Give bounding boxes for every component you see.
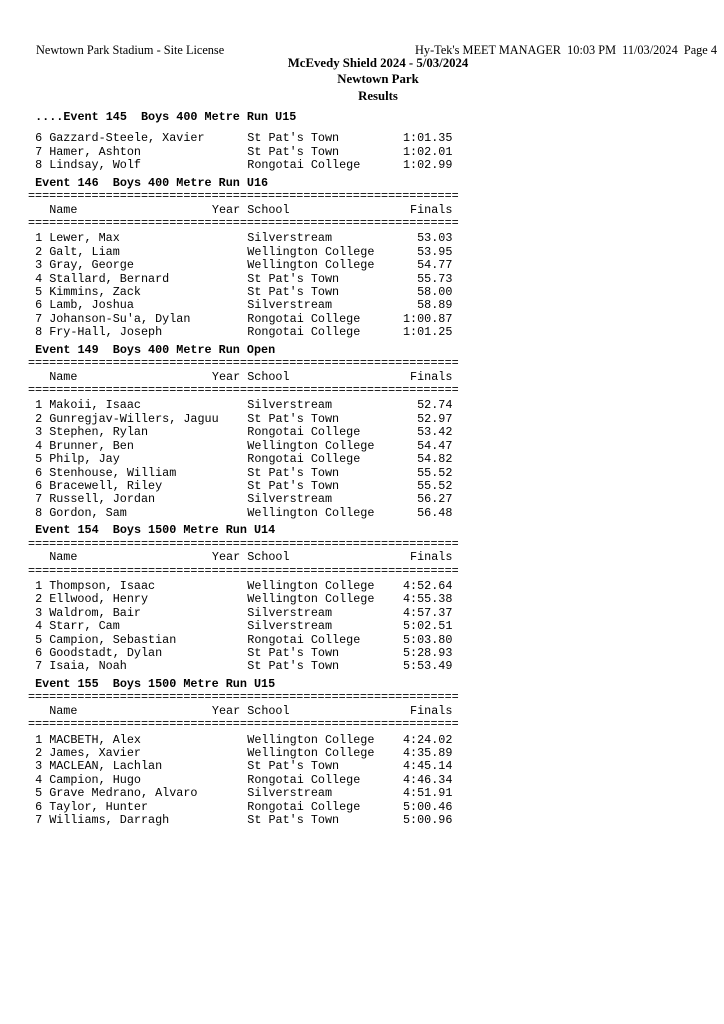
column-header-row	[0, 551, 724, 564]
meet-title: McEvedy Shield 2024 - 5/03/2024	[287, 56, 469, 70]
result-finals-time: 4:55.38	[402, 592, 453, 607]
result-place: 7	[35, 144, 43, 159]
event-title: Event 146 Boys 400 Metre Run U16	[35, 175, 269, 190]
result-athlete-name: Fry-Hall, Joseph	[49, 325, 163, 340]
result-row	[0, 413, 724, 426]
result-place: 5	[35, 786, 43, 801]
result-place: 6	[35, 298, 43, 313]
result-school: Silverstream	[247, 231, 333, 246]
result-finals-time: 1:01.35	[402, 131, 453, 146]
result-place: 3	[35, 605, 43, 620]
result-place: 4	[35, 772, 43, 787]
result-athlete-name: Gordon, Sam	[49, 505, 127, 520]
result-finals-time: 4:52.64	[402, 578, 453, 593]
column-header-year-school: Year School	[211, 703, 290, 718]
result-athlete-name: James, Xavier	[49, 745, 141, 760]
result-athlete-name: Campion, Hugo	[49, 772, 141, 787]
result-finals-time: 1:02.01	[402, 144, 453, 159]
result-athlete-name: Thompson, Isaac	[49, 578, 156, 593]
result-finals-time: 56.27	[417, 492, 453, 507]
result-place: 4	[35, 619, 43, 634]
result-school: St Pat's Town	[247, 478, 340, 493]
result-school: St Pat's Town	[247, 646, 340, 661]
result-row	[0, 286, 724, 299]
result-place: 2	[35, 244, 43, 259]
result-finals-time: 52.97	[417, 411, 453, 426]
result-place: 4	[35, 438, 43, 453]
result-row	[0, 453, 724, 466]
result-finals-time: 58.00	[417, 285, 453, 300]
result-row	[0, 259, 724, 272]
column-header-finals: Finals	[410, 369, 453, 384]
result-finals-time: 53.42	[417, 425, 453, 440]
result-place: 1	[35, 231, 43, 246]
result-school: Rongotai College	[247, 452, 361, 467]
result-row	[0, 734, 724, 747]
result-finals-time: 54.47	[417, 438, 453, 453]
result-school: St Pat's Town	[247, 813, 340, 828]
result-place: 7	[35, 492, 43, 507]
meet-venue: Newtown Park	[337, 72, 419, 87]
result-row	[0, 426, 724, 439]
result-school: Rongotai College	[247, 158, 361, 173]
result-finals-time: 5:53.49	[402, 659, 453, 674]
separator-line: =============================================================	[28, 537, 459, 551]
result-row	[0, 273, 724, 286]
result-finals-time: 5:02.51	[402, 619, 453, 634]
event-block	[0, 678, 724, 828]
result-finals-time: 53.03	[417, 231, 453, 246]
column-header-row	[0, 705, 724, 718]
column-header-year-school: Year School	[211, 369, 290, 384]
result-school: Silverstream	[247, 619, 333, 634]
separator-line: =============================================================	[28, 216, 459, 230]
result-finals-time: 4:51.91	[402, 786, 453, 801]
column-header-finals: Finals	[410, 202, 453, 217]
result-school: St Pat's Town	[247, 131, 340, 146]
result-athlete-name: Gazzard-Steele, Xavier	[49, 131, 205, 146]
result-athlete-name: Gray, George	[49, 258, 134, 273]
column-header-finals: Finals	[410, 703, 453, 718]
result-place: 5	[35, 632, 43, 647]
result-athlete-name: Stallard, Bernard	[49, 271, 170, 286]
result-place: 7	[35, 813, 43, 828]
result-row	[0, 146, 724, 159]
results-table-header	[0, 538, 724, 578]
result-athlete-name: Philp, Jay	[49, 452, 120, 467]
result-row	[0, 814, 724, 827]
result-finals-time: 4:46.34	[402, 772, 453, 787]
result-row	[0, 593, 724, 606]
result-place: 8	[35, 158, 43, 173]
result-place: 6	[35, 465, 43, 480]
meet-manager-header: Hy-Tek's MEET MANAGER 10:03 PM 11/03/2024 Page 4	[415, 43, 717, 57]
result-athlete-name: Isaia, Noah	[49, 659, 127, 674]
results-table-header	[0, 190, 724, 230]
result-school: Rongotai College	[247, 311, 361, 326]
column-header-finals: Finals	[410, 550, 453, 565]
license-header: Newtown Park Stadium - Site License	[36, 43, 225, 57]
column-header-name: Name	[49, 703, 78, 718]
result-athlete-name: Campion, Sebastian	[49, 632, 177, 647]
result-place: 1	[35, 732, 43, 747]
results-table-header	[0, 691, 724, 731]
result-athlete-name: Lamb, Joshua	[49, 298, 134, 313]
result-row	[0, 787, 724, 800]
result-place: 6	[35, 646, 43, 661]
result-athlete-name: Taylor, Hunter	[49, 799, 149, 814]
event-title: Event 149 Boys 400 Metre Run Open	[35, 342, 276, 357]
result-school: Rongotai College	[247, 799, 361, 814]
result-finals-time: 1:00.87	[402, 311, 453, 326]
result-school: Rongotai College	[247, 772, 361, 787]
results-body	[0, 111, 724, 832]
result-athlete-name: Lewer, Max	[49, 231, 120, 246]
result-school: St Pat's Town	[247, 759, 340, 774]
result-school: Silverstream	[247, 298, 333, 313]
result-place: 4	[35, 271, 43, 286]
separator-line: =============================================================	[28, 190, 459, 204]
event-block	[0, 524, 724, 674]
result-athlete-name: Williams, Darragh	[49, 813, 170, 828]
result-finals-time: 55.52	[417, 478, 453, 493]
event-block	[0, 111, 724, 173]
result-row	[0, 493, 724, 506]
result-school: St Pat's Town	[247, 659, 340, 674]
result-finals-time: 1:01.25	[402, 325, 453, 340]
result-row	[0, 480, 724, 493]
column-header-name: Name	[49, 369, 78, 384]
result-school: Rongotai College	[247, 632, 361, 647]
result-school: Silverstream	[247, 786, 333, 801]
result-school: Silverstream	[247, 492, 333, 507]
event-results	[0, 399, 724, 520]
result-row	[0, 660, 724, 673]
result-row	[0, 313, 724, 326]
result-school: Wellington College	[247, 438, 375, 453]
result-finals-time: 5:28.93	[402, 646, 453, 661]
result-finals-time: 5:03.80	[402, 632, 453, 647]
event-results	[0, 232, 724, 339]
result-place: 6	[35, 478, 43, 493]
event-results	[0, 734, 724, 828]
column-header-name: Name	[49, 550, 78, 565]
result-athlete-name: MACBETH, Alex	[49, 732, 141, 747]
result-school: Wellington College	[247, 592, 375, 607]
result-athlete-name: Grave Medrano, Alvaro	[49, 786, 198, 801]
result-school: St Pat's Town	[247, 285, 340, 300]
result-place: 7	[35, 311, 43, 326]
event-block	[0, 177, 724, 340]
column-header-year-school: Year School	[211, 202, 290, 217]
result-place: 5	[35, 452, 43, 467]
result-place: 6	[35, 131, 43, 146]
result-school: Wellington College	[247, 258, 375, 273]
event-block	[0, 344, 724, 520]
result-finals-time: 5:00.46	[402, 799, 453, 814]
result-finals-time: 4:57.37	[402, 605, 453, 620]
result-place: 3	[35, 759, 43, 774]
result-athlete-name: Ellwood, Henry	[49, 592, 149, 607]
result-athlete-name: Galt, Liam	[49, 244, 120, 259]
result-row	[0, 299, 724, 312]
result-school: Rongotai College	[247, 325, 361, 340]
result-school: Wellington College	[247, 578, 375, 593]
event-results	[0, 580, 724, 674]
result-school: St Pat's Town	[247, 271, 340, 286]
result-school: Wellington College	[247, 505, 375, 520]
result-place: 2	[35, 592, 43, 607]
result-finals-time: 1:02.99	[402, 158, 453, 173]
result-place: 8	[35, 325, 43, 340]
result-place: 8	[35, 505, 43, 520]
result-finals-time: 54.82	[417, 452, 453, 467]
meet-title-block	[36, 55, 720, 104]
result-finals-time: 4:24.02	[402, 732, 453, 747]
result-row	[0, 634, 724, 647]
result-school: Silverstream	[247, 605, 333, 620]
separator-line: =============================================================	[28, 357, 459, 371]
separator-line: =============================================================	[28, 384, 459, 398]
result-finals-time: 52.74	[417, 398, 453, 413]
result-row	[0, 801, 724, 814]
result-place: 3	[35, 258, 43, 273]
result-athlete-name: Johanson-Su'a, Dylan	[49, 311, 191, 326]
event-title: Event 154 Boys 1500 Metre Run U14	[35, 523, 276, 538]
result-row	[0, 774, 724, 787]
result-row	[0, 246, 724, 259]
result-row	[0, 747, 724, 760]
column-header-name: Name	[49, 202, 78, 217]
result-row	[0, 580, 724, 593]
result-finals-time: 4:35.89	[402, 745, 453, 760]
result-finals-time: 5:00.96	[402, 813, 453, 828]
separator-line: =============================================================	[28, 718, 459, 732]
result-row	[0, 440, 724, 453]
result-finals-time: 55.73	[417, 271, 453, 286]
result-finals-time: 56.48	[417, 505, 453, 520]
event-results	[0, 132, 724, 172]
result-athlete-name: MACLEAN, Lachlan	[49, 759, 163, 774]
results-label: Results	[358, 88, 398, 103]
result-athlete-name: Makoii, Isaac	[49, 398, 141, 413]
separator-line: =============================================================	[28, 691, 459, 705]
result-place: 3	[35, 425, 43, 440]
event-title: ....Event 145 Boys 400 Metre Run U15	[35, 110, 297, 124]
result-place: 1	[35, 398, 43, 413]
result-row	[0, 132, 724, 145]
result-school: Wellington College	[247, 745, 375, 760]
result-row	[0, 326, 724, 339]
result-athlete-name: Brunner, Ben	[49, 438, 134, 453]
result-athlete-name: Bracewell, Riley	[49, 478, 163, 493]
result-school: St Pat's Town	[247, 411, 340, 426]
result-place: 7	[35, 659, 43, 674]
result-athlete-name: Waldrom, Bair	[49, 605, 141, 620]
result-athlete-name: Starr, Cam	[49, 619, 120, 634]
result-row	[0, 399, 724, 412]
column-header-row	[0, 204, 724, 217]
result-finals-time: 53.95	[417, 244, 453, 259]
result-school: Silverstream	[247, 398, 333, 413]
result-row	[0, 647, 724, 660]
result-row	[0, 159, 724, 172]
result-athlete-name: Gunregjav-Willers, Jaguu	[49, 411, 219, 426]
result-athlete-name: Russell, Jordan	[49, 492, 156, 507]
result-row	[0, 760, 724, 773]
results-table-header	[0, 357, 724, 397]
result-athlete-name: Stenhouse, William	[49, 465, 177, 480]
result-school: St Pat's Town	[247, 144, 340, 159]
result-place: 2	[35, 745, 43, 760]
column-header-year-school: Year School	[211, 550, 290, 565]
result-school: Wellington College	[247, 732, 375, 747]
result-athlete-name: Lindsay, Wolf	[49, 158, 141, 173]
result-place: 6	[35, 799, 43, 814]
result-athlete-name: Hamer, Ashton	[49, 144, 141, 159]
result-finals-time: 54.77	[417, 258, 453, 273]
result-school: St Pat's Town	[247, 465, 340, 480]
result-school: Rongotai College	[247, 425, 361, 440]
result-finals-time: 58.89	[417, 298, 453, 313]
result-place: 1	[35, 578, 43, 593]
result-place: 2	[35, 411, 43, 426]
result-athlete-name: Goodstadt, Dylan	[49, 646, 163, 661]
column-header-row	[0, 371, 724, 384]
result-athlete-name: Kimmins, Zack	[49, 285, 141, 300]
result-row	[0, 467, 724, 480]
result-finals-time: 4:45.14	[402, 759, 453, 774]
result-row	[0, 507, 724, 520]
separator-line: =============================================================	[28, 564, 459, 578]
result-place: 5	[35, 285, 43, 300]
result-school: Wellington College	[247, 244, 375, 259]
result-row	[0, 607, 724, 620]
result-athlete-name: Stephen, Rylan	[49, 425, 149, 440]
result-finals-time: 55.52	[417, 465, 453, 480]
result-row	[0, 232, 724, 245]
result-row	[0, 620, 724, 633]
event-title: Event 155 Boys 1500 Metre Run U15	[35, 676, 276, 691]
